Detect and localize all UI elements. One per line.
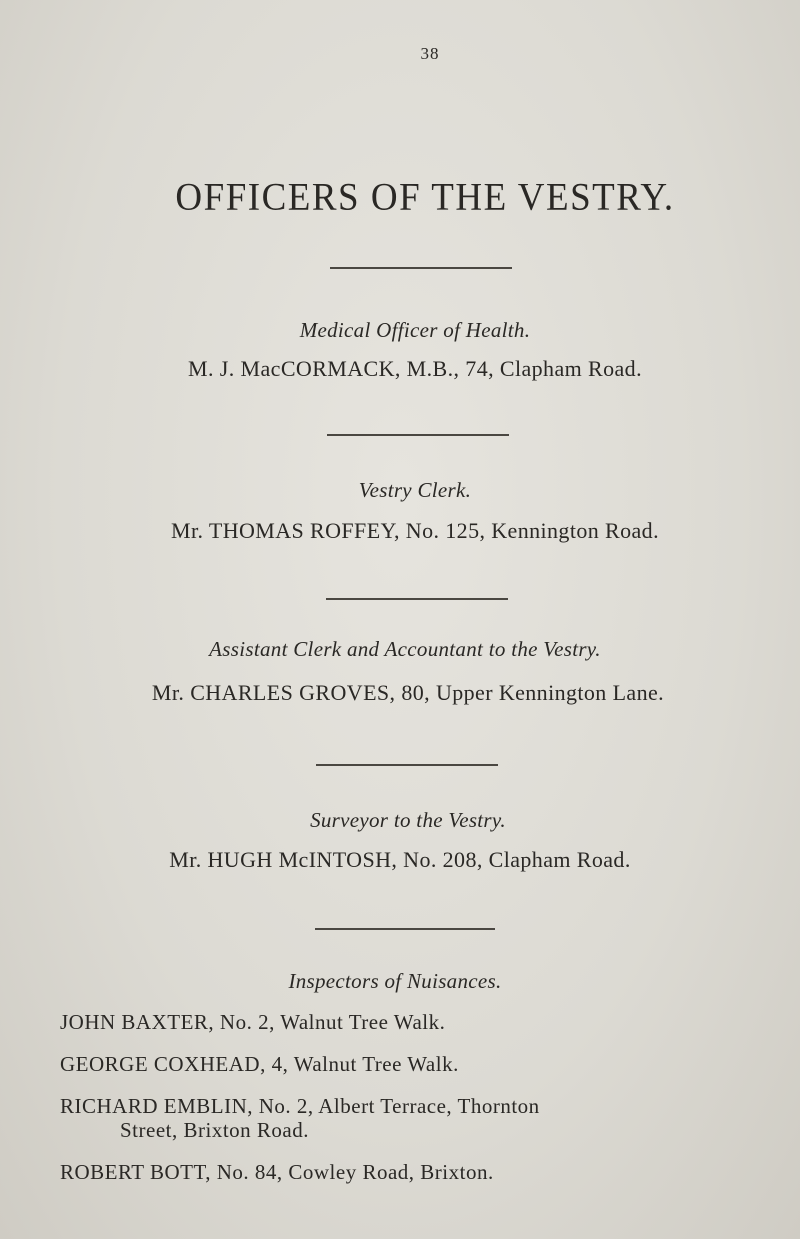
- list-item-inspector: [60, 1052, 780, 1076]
- list-item-inspector: [60, 1010, 780, 1034]
- divider-rule: [327, 434, 509, 436]
- section-heading-vestry-clerk: Vestry Clerk.: [358, 478, 472, 502]
- divider-rule: [326, 598, 508, 600]
- divider-rule: [315, 928, 495, 930]
- list-item-inspector: [60, 1094, 780, 1142]
- list-item-inspector: [60, 1160, 780, 1184]
- section-heading-surveyor: Surveyor to the Vestry.: [310, 808, 506, 832]
- section-heading-medical-officer: Medical Officer of Health.: [299, 318, 531, 342]
- entry-assistant-clerk: Mr. CHARLES GROVES, 80, Upper Kennington Lane.: [151, 680, 665, 705]
- section-heading-inspectors: Inspectors of Nuisances.: [288, 969, 502, 993]
- page-number: 38: [420, 44, 440, 63]
- inspector-entry: GEORGE COXHEAD, 4, Walnut Tree Walk.: [60, 1052, 459, 1076]
- entry-vestry-clerk: Mr. THOMAS ROFFEY, No. 125, Kennington Road.: [170, 518, 659, 543]
- entry-medical-officer: M. J. MacCORMACK, M.B., 74, Clapham Road.: [188, 356, 642, 381]
- section-heading-assistant-clerk: Assistant Clerk and Accountant to the Vestry.: [209, 637, 601, 661]
- entry-surveyor: Mr. HUGH McINTOSH, No. 208, Clapham Road.: [169, 847, 631, 872]
- inspector-entry: ROBERT BOTT, No. 84, Cowley Road, Brixton.: [60, 1160, 494, 1184]
- inspector-entry: RICHARD EMBLIN, No. 2, Albert Terrace, Thornton: [60, 1094, 540, 1118]
- divider-rule: [330, 267, 512, 269]
- page-title: OFFICERS OF THE VESTRY.: [175, 175, 675, 220]
- inspector-entry: JOHN BAXTER, No. 2, Walnut Tree Walk.: [60, 1010, 446, 1034]
- inspector-entry-continuation: Street, Brixton Road.: [120, 1118, 309, 1142]
- divider-rule: [316, 764, 498, 766]
